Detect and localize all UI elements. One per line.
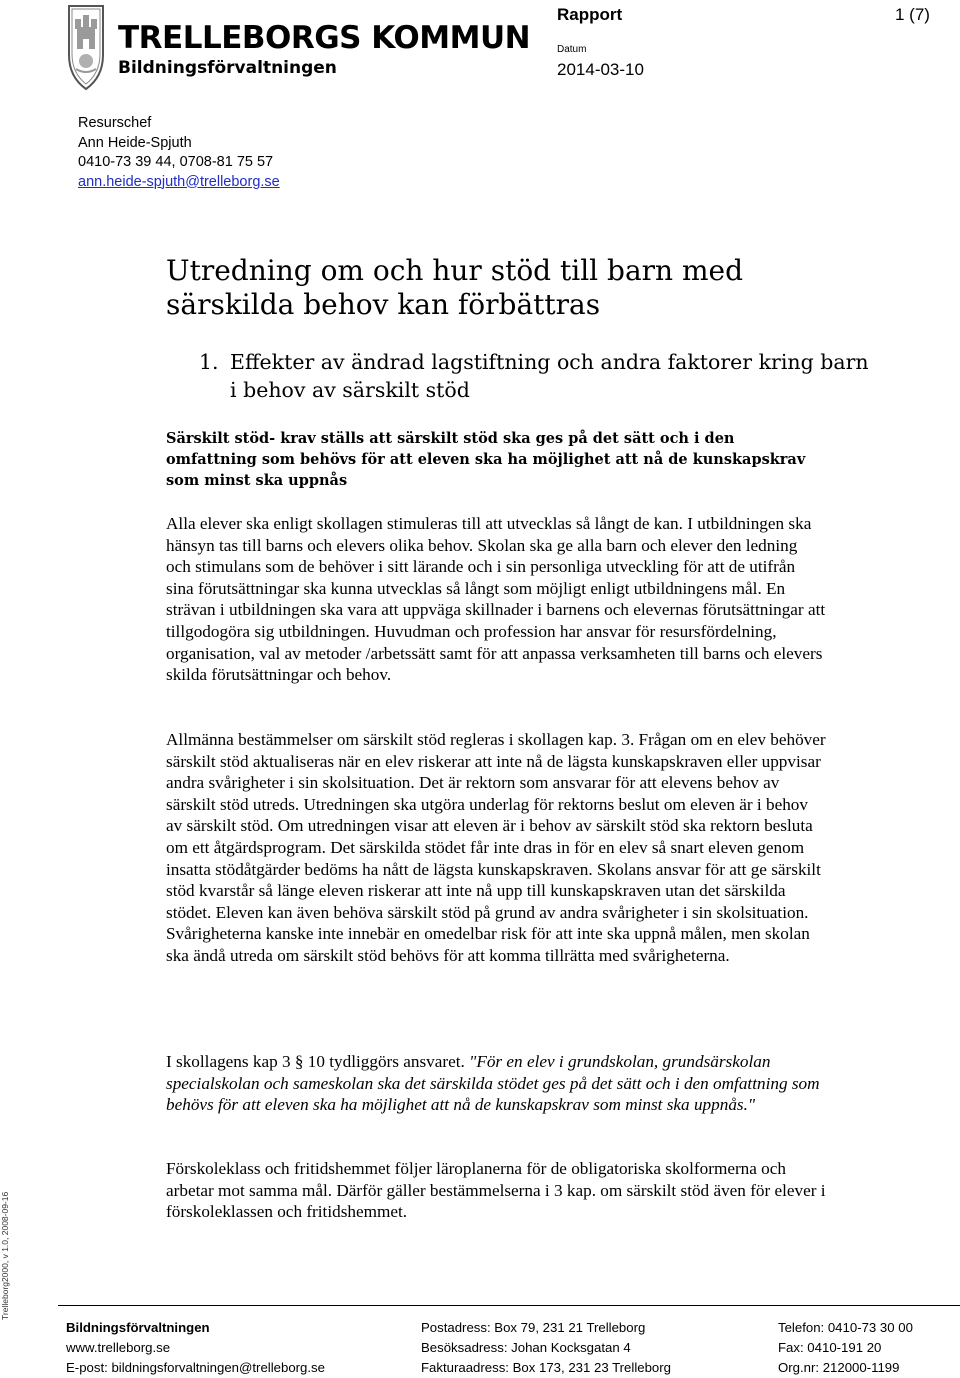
section-number: 1.	[199, 350, 219, 374]
coat-of-arms-icon	[66, 3, 106, 91]
footer-fax: Fax: 0410-191 20	[778, 1340, 882, 1355]
footer-phone: Telefon: 0410-73 30 00	[778, 1320, 913, 1335]
body-paragraph-1: Alla elever ska enligt skollagen stimuleras till att utvecklas så långt de kan. I utbildningen ska hänsyn tas till barns och elevers olika behov. Skolan ska ge alla barn och elever den ledning och stimulans som de behöver i sitt lärande och i sin personliga utveckling för att de utifrån sina förutsättningar ska kunna utvecklas så långt som möjligt enligt utbildningens mål. En strävan i utbildningen ska vara att uppväga skillnader i barnens och elevernas förutsättningar att tillgodogöra sig utbildningen. Huvudman och profession har ansvar för resursfördelning, organisation, val av metoder /arbetssätt samt för att anpassa verksamheten till barns och elevers skilda förutsättningar och behov.	[166, 514, 826, 685]
body-paragraph-2: Allmänna bestämmelser om särskilt stöd regleras i skollagen kap. 3. Frågan om en elev behöver särskilt stöd aktualiseras när en elev riskerar att inte nå de lägsta kunskapskraven eller uppvisar andra svårigheter i sin skolsituation. Det är rektorn som ansvarar för att elevens behov av särskilt stöd utreds. Utredningen ska utgöra underlag för rektorns beslut om eleven är i behov av särskilt stöd. Om utredningen visar att eleven är i behov av särskilt stöd ska rektorn besluta om ett åtgärdsprogram. Det särskilda stödet får inte dras in för en elev så snart eleven genom insatta stödåtgärder bedöms ha nått de lägsta kunskapskraven. Skolans ansvar för att ge särskilt stöd kvarstår så länge eleven riskerar att inte nå upp till kunskapskraven utan det särskilda stödet. Eleven kan även behöva särskilt stöd på grund av andra svårigheter i sin skolsituation. Svårigheterna kanske inte innebär en omedelbar risk för att inte ska uppnå målen, men skolan ska ändå utreda om särskilt stöd behövs för att komma tillrätta med svårigheterna.	[166, 730, 826, 965]
footer-divider	[58, 1305, 960, 1306]
section-heading-text: Effekter av ändrad lagstiftning och andra faktorer kring barn i behov av särskilt stöd	[230, 350, 869, 402]
sender-title: Resurschef	[78, 115, 152, 131]
footer-website: www.trelleborg.se	[66, 1340, 171, 1355]
footer-column-organization	[66, 1318, 325, 1378]
footer-email: E-post: bildningsforvaltningen@trelleborg.se	[66, 1360, 325, 1375]
template-version-text: Trelleborg2000, v 1.0, 2008-09-16	[0, 1191, 10, 1320]
organization-name: TRELLEBORGS KOMMUN	[118, 20, 531, 56]
organization-department: Bildningsförvaltningen	[118, 58, 337, 78]
footer-column-contact	[778, 1318, 913, 1378]
footer-invoice-address: Fakturaadress: Box 173, 231 23 Trelleborg	[421, 1360, 671, 1375]
footer-org-name: Bildningsförvaltningen	[66, 1320, 210, 1335]
sender-email-link[interactable]: ann.heide-spjuth@trelleborg.se	[78, 173, 280, 190]
law-quote: "För en elev i grundskolan, grundsärskolan specialskolan och sameskolan ska det särskilda stödet ges på det sätt och i den omfattning som behövs för att eleven ska ha möjlighet att nå de kunskapskrav som minst ska uppnås."	[166, 1052, 820, 1115]
sender-phone: 0410-73 39 44, 0708-81 75 57	[78, 154, 274, 170]
bold-intro-paragraph: Särskilt stöd- krav ställs att särskilt stöd ska ges på det sätt och i den omfattning som behövs för att eleven ska ha möjlighet att nå de kunskapskrav som minst ska uppnås	[166, 430, 806, 489]
date-label: Datum	[557, 44, 587, 55]
body-paragraph-3	[166, 1051, 826, 1116]
footer-column-addresses	[421, 1318, 671, 1378]
sender-block	[78, 114, 280, 192]
footer-postal-address: Postadress: Box 79, 231 21 Trelleborg	[421, 1320, 646, 1335]
document-type: Rapport	[557, 5, 623, 24]
footer-org-number: Org.nr: 212000-1199	[778, 1360, 900, 1375]
page-number: 1 (7)	[895, 5, 930, 24]
footer-visiting-address: Besöksadress: Johan Kocksgatan 4	[421, 1340, 631, 1355]
date-value: 2014-03-10	[557, 60, 644, 79]
body-paragraph-4: Förskoleklass och fritidshemmet följer läroplanerna för de obligatoriska skolformerna och arbetar mot samma mål. Därför gäller bestämmelserna i 3 kap. om särskilt stöd även för elever i förskoleklassen och fritidshemmet.	[166, 1159, 826, 1222]
sender-name: Ann Heide-Spjuth	[78, 134, 192, 151]
document-title: Utredning om och hur stöd till barn med särskilda behov kan förbättras	[166, 254, 744, 321]
paragraph-3-intro: I skollagens kap 3 § 10 tydliggörs ansvaret.	[166, 1052, 470, 1071]
